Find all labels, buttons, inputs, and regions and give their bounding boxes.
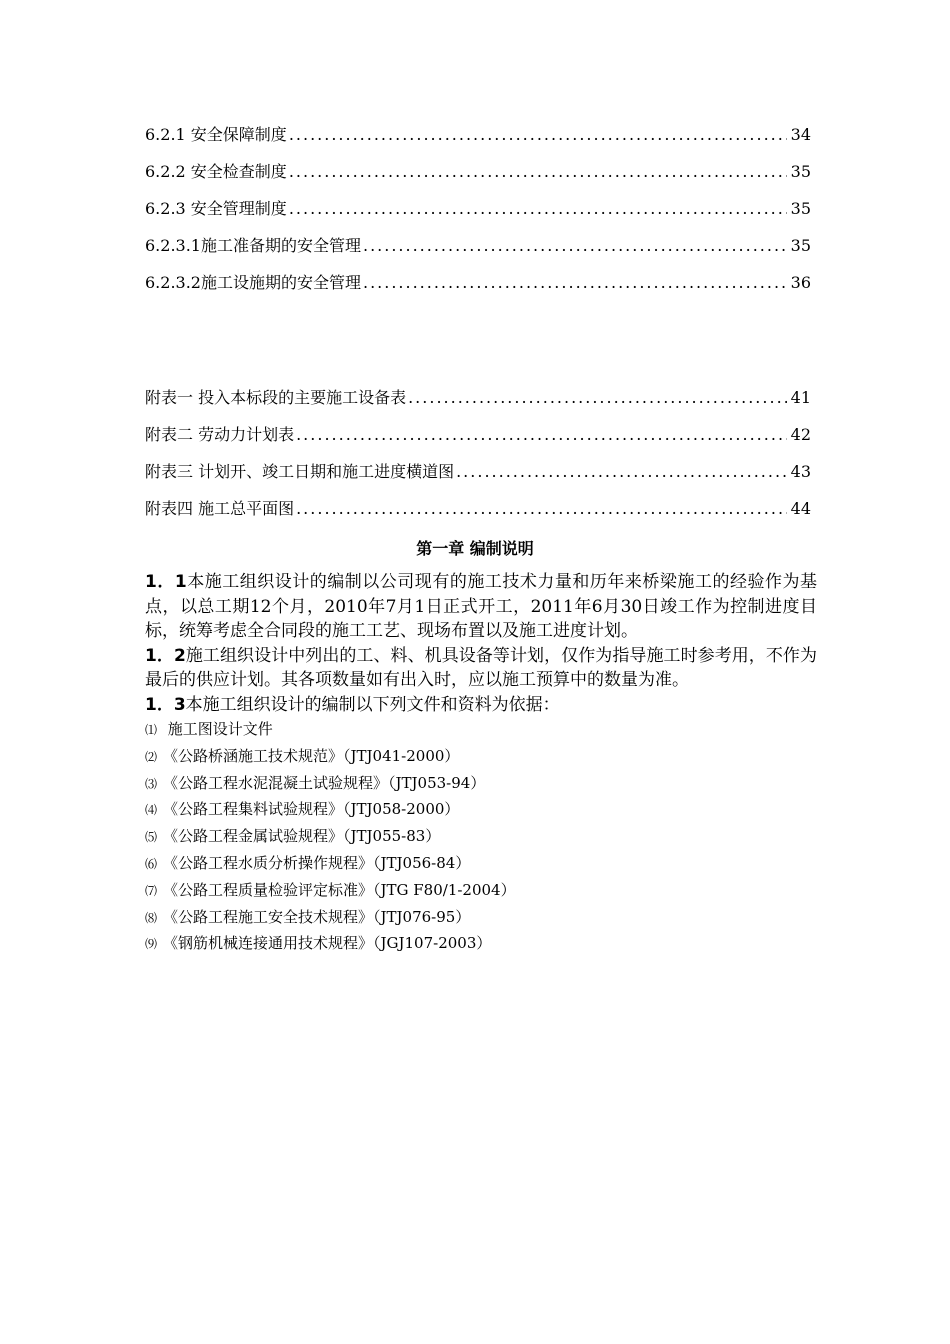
toc-entry-label: 附表一 投入本标段的主要施工设备表: [145, 388, 407, 407]
chapter-title: 第一章 编制说明: [416, 539, 534, 558]
paragraph-number: 1．1: [145, 572, 187, 592]
toc-entry[interactable]: [145, 459, 811, 496]
reference-text: 施工图设计文件: [163, 720, 273, 738]
reference-item: [145, 931, 817, 958]
reference-list: [145, 717, 817, 958]
reference-number: ⑴: [145, 723, 158, 737]
appendix-contents-section: [145, 385, 811, 533]
chapter-body: [145, 570, 817, 958]
toc-entry[interactable]: [145, 159, 811, 196]
toc-entry-page: 42: [790, 425, 811, 444]
toc-entry-label: 6.2.3.2施工设施期的安全管理: [145, 273, 361, 292]
reference-text: 《钢筋机械连接通用技术规程》（JGJ107-2003）: [163, 934, 492, 953]
paragraph-text: 施工组织设计中列出的工、料、机具设备等计划，仅作为指导施工时参考用，不作为最后的供应计划。其各项数量如有出入时，应以施工预算中的数量为准。: [145, 645, 817, 690]
reference-item: [145, 744, 817, 771]
toc-leader-dots: [363, 273, 787, 292]
toc-leader-dots: [456, 462, 787, 481]
toc-entry-page: 34: [790, 125, 811, 144]
toc-entry[interactable]: [145, 385, 811, 422]
reference-text: 《公路工程水质分析操作规程》（JTJ056-84）: [163, 853, 471, 872]
reference-number: ⑶: [145, 776, 158, 791]
reference-item: [145, 851, 817, 878]
paragraph: [145, 693, 817, 718]
toc-entry-label: 6.2.1 安全保障制度: [145, 125, 287, 144]
toc-entry-page: 44: [790, 499, 811, 518]
reference-text: 《公路工程水泥混凝土试验规程》（JTJ053-94）: [163, 773, 486, 792]
toc-leader-dots: [296, 499, 787, 518]
toc-entry[interactable]: [145, 496, 811, 533]
toc-entry-label: 附表三 计划开、竣工日期和施工进度横道图: [145, 462, 455, 481]
reference-number: ⑷: [145, 803, 158, 818]
reference-text: 《公路工程施工安全技术规程》（JTJ076-95）: [163, 907, 471, 926]
toc-entry-page: 43: [790, 462, 811, 481]
reference-item: [145, 771, 817, 798]
reference-item: [145, 824, 817, 851]
toc-entry-label: 附表二 劳动力计划表: [145, 425, 295, 444]
toc-entry-label: 附表四 施工总平面图: [145, 499, 295, 518]
reference-text: 《公路工程集料试验规程》（JTJ058-2000）: [163, 800, 460, 819]
toc-entry-label: 6.2.3.1施工准备期的安全管理: [145, 236, 361, 255]
toc-entry[interactable]: [145, 196, 811, 233]
reference-text: 《公路工程金属试验规程》（JTJ055-83）: [163, 827, 441, 846]
toc-entry[interactable]: [145, 122, 811, 159]
paragraph: [145, 644, 817, 693]
reference-number: ⑻: [145, 910, 158, 925]
table-of-contents-section: [145, 122, 811, 307]
reference-item: [145, 797, 817, 824]
toc-leader-dots: [289, 162, 787, 181]
reference-number: ⑼: [145, 937, 158, 952]
toc-entry-page: 35: [790, 162, 811, 181]
toc-leader-dots: [296, 425, 787, 444]
toc-leader-dots: [408, 388, 787, 407]
toc-entry[interactable]: [145, 233, 811, 270]
toc-entry[interactable]: [145, 422, 811, 459]
toc-leader-dots: [289, 199, 787, 218]
toc-entry-label: 6.2.3 安全管理制度: [145, 199, 287, 218]
toc-leader-dots: [289, 125, 787, 144]
paragraph-number: 1．3: [145, 694, 186, 715]
reference-text: 《公路桥涵施工技术规范》（JTJ041-2000）: [163, 746, 460, 765]
reference-item: [145, 905, 817, 932]
reference-item: [145, 717, 817, 744]
reference-number: ⑸: [145, 830, 158, 845]
paragraph-text: 本施工组织设计的编制以公司现有的施工技术力量和历年来桥梁施工的经验作为基点，以总工期12个月，2010年7月1日正式开工，2011年6月30日竣工作为控制进度目标，统筹考虑全合同段的施工工艺、现场布置以及施工进度计划。: [145, 572, 817, 641]
toc-entry-page: 41: [790, 388, 811, 407]
toc-entry[interactable]: [145, 270, 811, 307]
toc-leader-dots: [363, 236, 787, 255]
paragraph-number: 1．2: [145, 645, 186, 666]
reference-number: ⑹: [145, 856, 158, 871]
reference-text: 《公路工程质量检验评定标准》（JTG F80/1-2004）: [163, 880, 516, 899]
toc-entry-page: 36: [790, 273, 811, 292]
toc-entry-page: 35: [790, 236, 811, 255]
paragraph-text: 本施工组织设计的编制以下列文件和资料为依据：: [185, 694, 560, 715]
reference-number: ⑺: [145, 883, 158, 898]
toc-entry-label: 6.2.2 安全检查制度: [145, 162, 287, 181]
toc-entry-page: 35: [790, 199, 811, 218]
reference-number: ⑵: [145, 749, 158, 764]
reference-item: [145, 878, 817, 905]
paragraph: [145, 570, 817, 644]
